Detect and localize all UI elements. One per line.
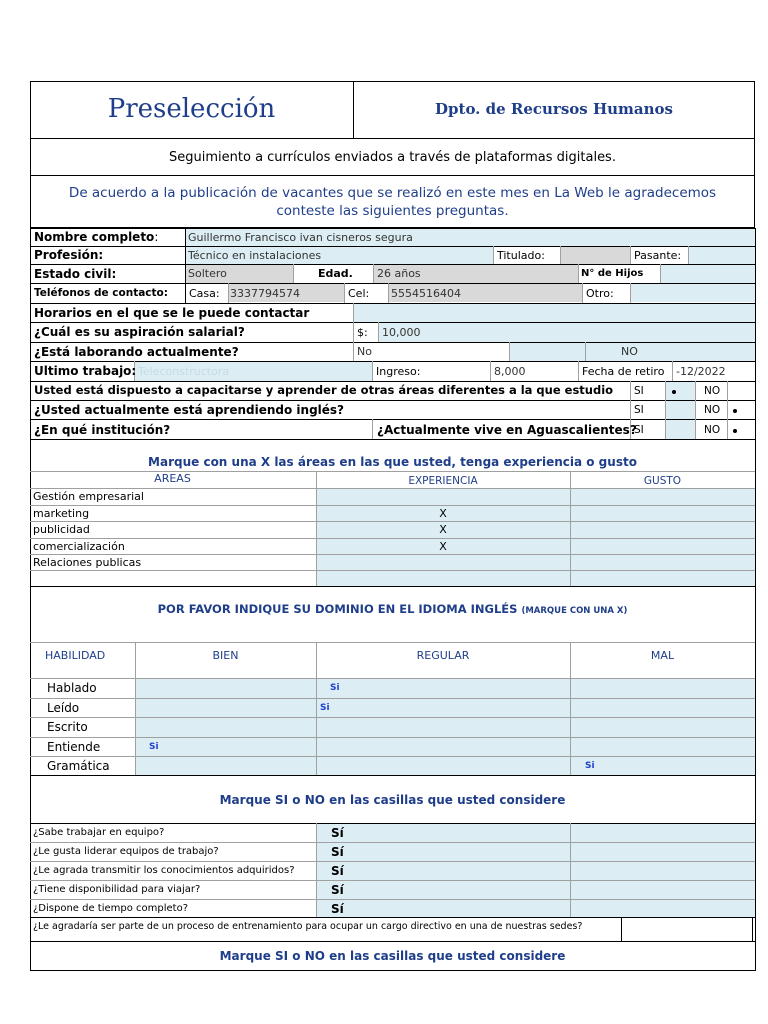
area-row: Relaciones publicas bbox=[33, 556, 142, 569]
mal-col-header: MAL bbox=[650, 649, 675, 662]
english-heading: POR FAVOR INDIQUE SU DOMINIO EN EL IDIOMA INGLÉS (MARQUE CON UNA X) bbox=[157, 602, 628, 616]
area-row: Gestión empresarial bbox=[33, 490, 144, 503]
aguascalientes-no-label: NO bbox=[704, 424, 721, 436]
aguascalientes-label: ¿Actualmente vive en Aguascalientes? bbox=[377, 423, 637, 437]
experiencia-mark[interactable]: X bbox=[439, 507, 447, 520]
capacitarse-si-label: SI bbox=[634, 385, 644, 397]
edad-value[interactable]: 26 años bbox=[377, 267, 421, 280]
area-row: marketing bbox=[33, 507, 90, 520]
retiro-label: Fecha de retiro bbox=[582, 365, 665, 378]
questions-heading: Marque SI o NO en las casillas que usted considere bbox=[219, 793, 566, 807]
answer-si[interactable]: Sí bbox=[331, 902, 344, 916]
capacitarse-no-label: NO bbox=[704, 385, 721, 397]
skill-hablado: Hablado bbox=[47, 681, 97, 695]
nombre-value[interactable]: Guillermo Francisco ivan cisneros segura bbox=[188, 231, 413, 244]
answer-si[interactable]: Sí bbox=[331, 826, 344, 840]
estado-civil-value[interactable]: Soltero bbox=[188, 267, 227, 280]
ingles-label: ¿Usted actualmente está aprendiendo inglés? bbox=[34, 403, 345, 417]
footer-heading: Marque SI o NO en las casillas que usted considere bbox=[219, 949, 566, 963]
capacitarse-label: Usted está dispuesto a capacitarse y aprender de otras áreas diferentes a la que estudio bbox=[34, 383, 614, 397]
gusto-col-header: GUSTO bbox=[643, 475, 682, 487]
capacitarse-si-mark[interactable] bbox=[672, 390, 676, 394]
question-row: ¿Le agrada transmitir los conocimientos adquiridos? bbox=[33, 865, 295, 876]
aspiracion-label: ¿Cuál es su aspiración salarial? bbox=[34, 325, 245, 339]
experiencia-mark[interactable]: X bbox=[439, 540, 447, 553]
page-title: Preselección bbox=[107, 94, 276, 124]
laborando-label: ¿Está laborando actualmente? bbox=[34, 345, 239, 359]
bien-col-header: BIEN bbox=[212, 649, 239, 662]
entiende-bien-mark[interactable]: Si bbox=[149, 742, 159, 752]
leido-regular-mark[interactable]: Si bbox=[320, 703, 330, 713]
horarios-label: Horarios en el que se le puede contactar bbox=[34, 306, 310, 320]
ultimo-trabajo-value[interactable]: Teleconstructora bbox=[138, 365, 230, 378]
nombre-label: Nombre completo: bbox=[34, 230, 159, 244]
question-row: ¿Tiene disponibilidad para viajar? bbox=[33, 884, 201, 895]
ingles-no-label: NO bbox=[704, 404, 721, 416]
areas-col-header: AREAS bbox=[154, 472, 191, 485]
habilidad-col-header: HABILIDAD bbox=[45, 649, 106, 662]
edad-label: Edad. bbox=[318, 267, 353, 280]
titulado-label: Titulado: bbox=[497, 249, 545, 262]
experiencia-col-header: EXPERIENCIA bbox=[408, 475, 478, 487]
answer-si[interactable]: Sí bbox=[331, 883, 344, 897]
ingles-si-label: SI bbox=[634, 404, 644, 416]
casa-value[interactable]: 3337794574 bbox=[230, 287, 300, 300]
skill-entiende: Entiende bbox=[47, 740, 101, 754]
otro-label: Otro: bbox=[586, 287, 614, 300]
laborando-value[interactable]: No bbox=[357, 345, 372, 358]
answer-si[interactable]: Sí bbox=[331, 864, 344, 878]
hijos-label: N° de Hijos bbox=[581, 268, 644, 279]
long-question: ¿Le agradaría ser parte de un proceso de entrenamiento para ocupar un cargo directivo en una de nuestras sedes? bbox=[33, 921, 583, 932]
ingreso-label: Ingreso: bbox=[376, 365, 421, 378]
hablado-regular-mark[interactable]: Si bbox=[330, 683, 340, 693]
question-row: ¿Le gusta liderar equipos de trabajo? bbox=[33, 846, 219, 857]
area-row: comercialización bbox=[33, 540, 125, 553]
pasante-label: Pasante: bbox=[634, 249, 682, 262]
profesion-label: Profesión: bbox=[34, 248, 104, 262]
aspiracion-value[interactable]: 10,000 bbox=[382, 326, 421, 339]
question-row: ¿Sabe trabajar en equipo? bbox=[33, 827, 165, 838]
institucion-label: ¿En qué institución? bbox=[34, 423, 171, 437]
area-row: publicidad bbox=[33, 523, 90, 536]
casa-label: Casa: bbox=[189, 287, 220, 300]
laborando-extra: NO bbox=[621, 345, 638, 358]
retiro-value[interactable]: -12/2022 bbox=[676, 365, 726, 378]
form-subtitle: Seguimiento a currículos enviados a través de plataformas digitales. bbox=[169, 150, 616, 165]
question-row: ¿Dispone de tiempo completo? bbox=[33, 903, 189, 914]
answer-si[interactable]: Sí bbox=[331, 845, 344, 859]
telefonos-label: Teléfonos de contacto: bbox=[34, 287, 168, 299]
cel-value[interactable]: 5554516404 bbox=[391, 287, 461, 300]
ultimo-trabajo-label: Ultimo trabajo: bbox=[34, 364, 137, 378]
ingreso-value[interactable]: 8,000 bbox=[494, 365, 526, 378]
gramatica-mal-mark[interactable]: Si bbox=[585, 761, 595, 771]
areas-heading: Marque con una X las áreas en las que usted, tenga experiencia o gusto bbox=[148, 455, 637, 469]
profesion-value[interactable]: Técnico en instalaciones bbox=[188, 249, 322, 262]
experiencia-mark[interactable]: X bbox=[439, 523, 447, 536]
aspiracion-currency: $: bbox=[357, 326, 368, 339]
skill-leido: Leído bbox=[47, 701, 80, 715]
regular-col-header: REGULAR bbox=[416, 649, 470, 662]
estado-civil-label: Estado civil: bbox=[34, 267, 117, 281]
aguascalientes-si-label: SI bbox=[634, 424, 644, 436]
aguascalientes-no-mark[interactable] bbox=[733, 429, 737, 433]
cel-label: Cel: bbox=[348, 287, 370, 300]
ingles-no-mark[interactable] bbox=[733, 409, 737, 413]
skill-gramatica: Gramática bbox=[47, 759, 110, 773]
department-title: Dpto. de Recursos Humanos bbox=[435, 100, 673, 118]
skill-escrito: Escrito bbox=[47, 720, 88, 734]
intro-text: De acuerdo a la publicación de vacantes que se realizó en este mes en La Web le agradecemos conteste las siguientes preguntas. bbox=[68, 185, 717, 219]
